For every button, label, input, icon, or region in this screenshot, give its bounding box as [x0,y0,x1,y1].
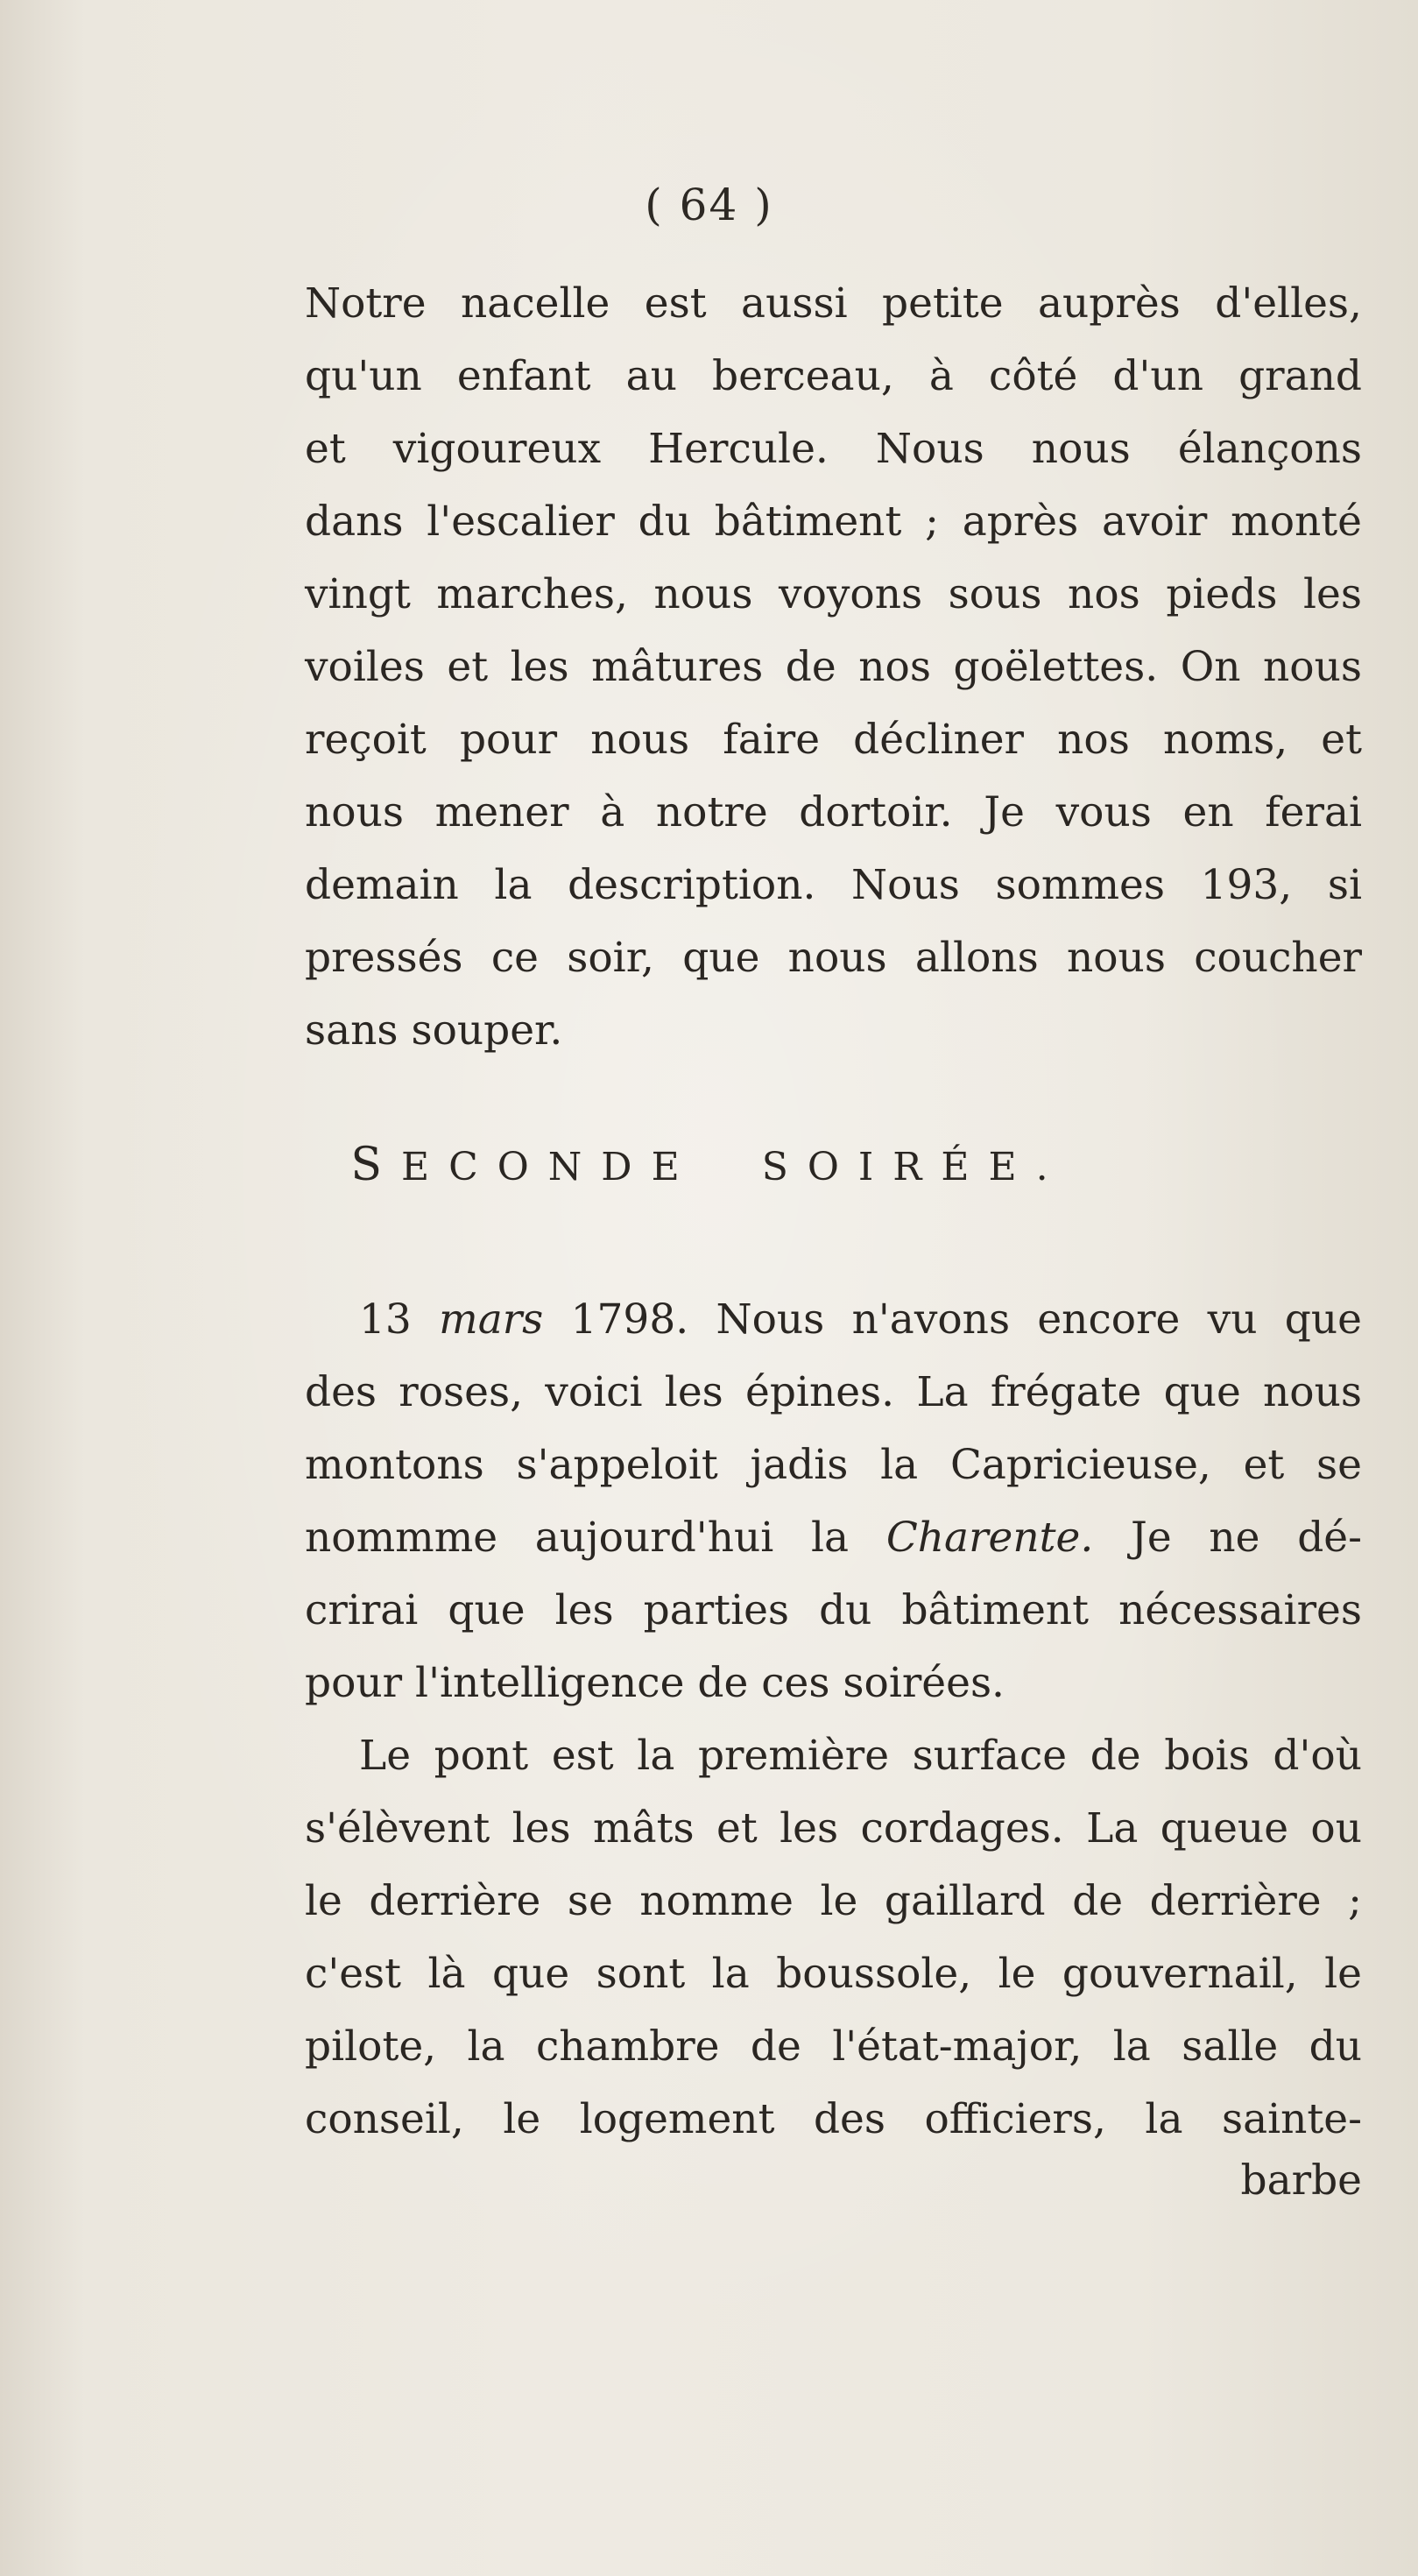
text-line: c'est là que sont la boussole, le gouvernail, le [305,1950,1362,1998]
page-number: ( 64 ) [645,180,773,230]
heading-word-2: SOIRÉE. [761,1145,1068,1189]
text-line: s'élèvent les mâts et les cordages. La queue ou [305,1804,1362,1853]
text-line: voiles et les mâtures de nos goëlettes. On nous [305,643,1362,691]
section-heading [0,1139,1418,1191]
text-line: le derrière se nomme le gaillard de derrière ; [305,1877,1362,1925]
text-line: crirai que les parties du bâtiment nécessaires [305,1586,1362,1634]
text-line: sans souper. [305,1006,563,1055]
paragraph-2 [305,1283,1362,2156]
text-line: demain la description. Nous sommes 193, si [305,861,1362,909]
paragraph-1 [305,267,1362,1067]
text-line: des roses, voici les épines. La frégate que nous [305,1368,1362,1416]
line-rest: 1798. Nous n'avons encore vu que [570,1295,1362,1344]
text-line: Le pont est la première surface de bois d'où [359,1732,1362,1780]
text-line: reçoit pour nous faire décliner nos noms, et [305,716,1362,764]
text-line: dans l'escalier du bâtiment ; après avoir monté [305,498,1362,546]
date-month: mars [439,1295,544,1344]
text-line [305,1283,1362,1356]
text-line: pour l'intelligence de ces soirées. [305,1659,1005,1707]
text-line: conseil, le logement des officiers, la sainte- [305,2095,1362,2143]
text-line [305,1501,1362,1574]
date-day: 13 [359,1295,412,1344]
text-line: pressés ce soir, que nous allons nous coucher [305,934,1362,982]
line-end: Je ne dé- [1131,1514,1362,1562]
catchword: barbe [1240,2156,1362,2205]
text-line: nous mener à notre dortoir. Je vous en ferai [305,788,1362,836]
heading-word-1: ECONDE [400,1145,699,1189]
text-line: et vigoureux Hercule. Nous nous élançons [305,425,1362,473]
text-line: Notre nacelle est aussi petite auprès d'elles, [305,279,1362,328]
text-line: qu'un enfant au berceau, à côté d'un grand [305,352,1362,400]
ship-name: Charente. [885,1514,1094,1562]
text-line: vingt marches, nous voyons sous nos pieds les [305,570,1362,618]
line-start: nommme aujourd'hui la [305,1514,850,1562]
text-line: montons s'appeloit jadis la Capricieuse, et se [305,1441,1362,1489]
text-line: pilote, la chambre de l'état-major, la salle du [305,2022,1362,2071]
heading-initial: S [350,1139,401,1191]
